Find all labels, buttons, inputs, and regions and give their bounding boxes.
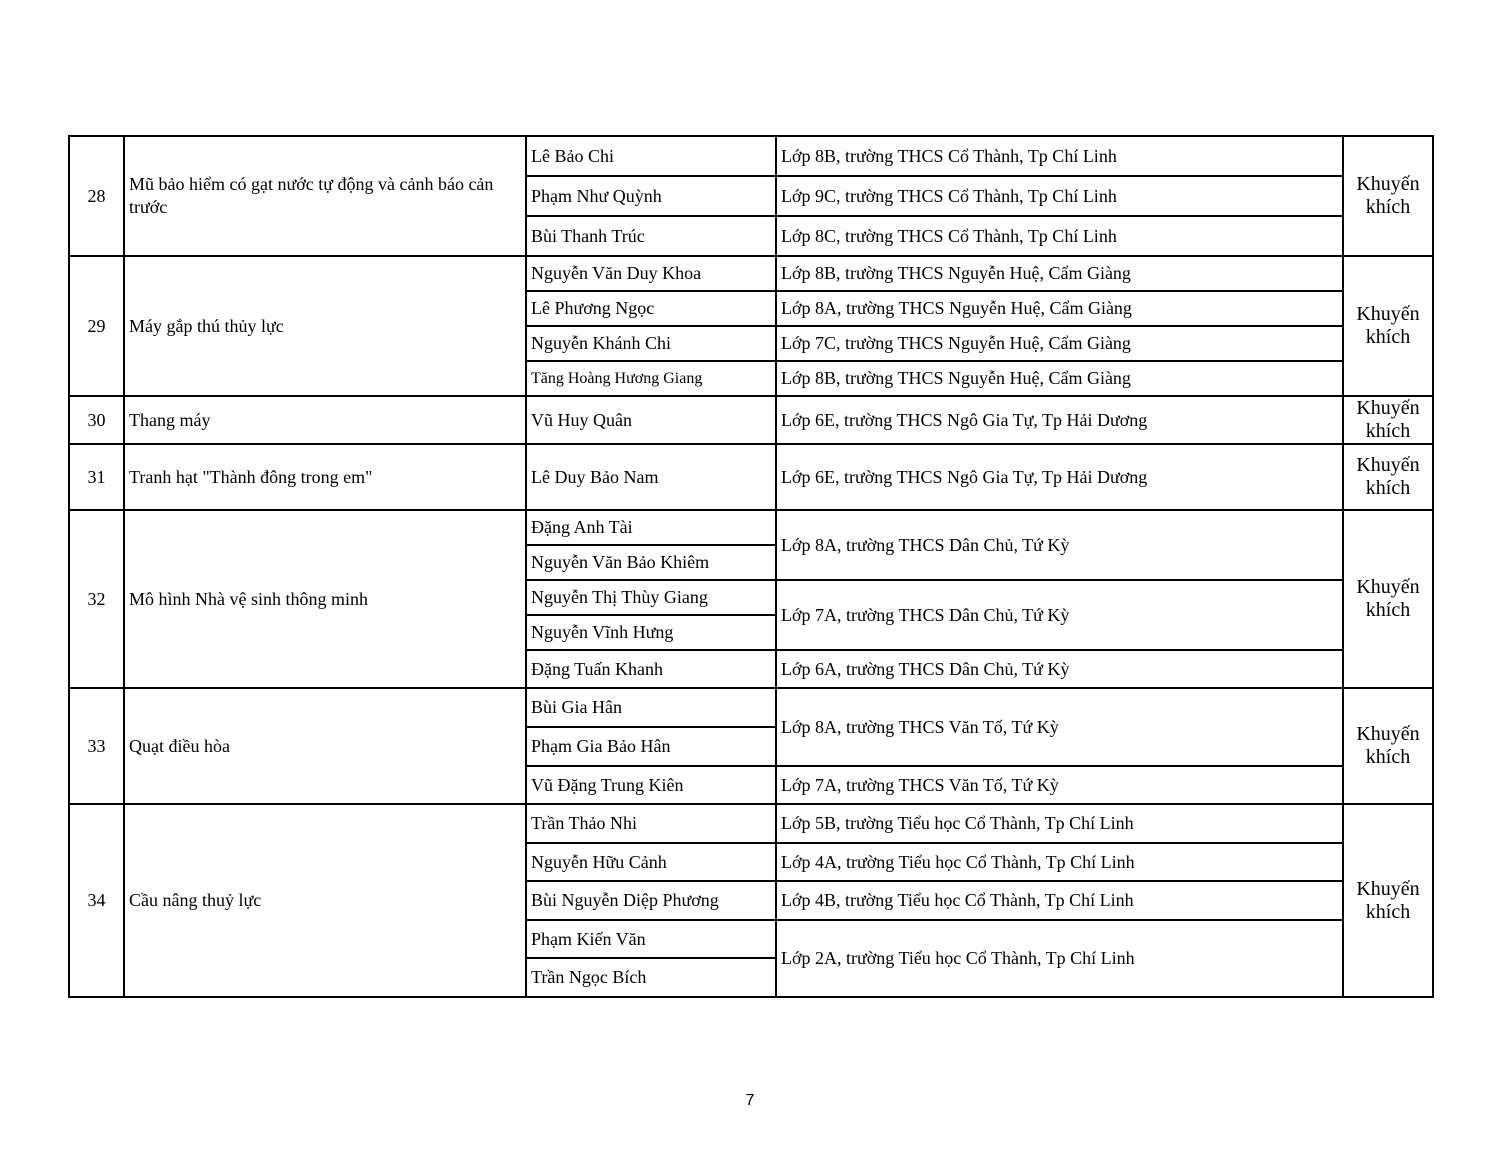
award-level: Khuyến khích xyxy=(1343,136,1433,256)
student-name: Phạm Gia Bảo Hân xyxy=(526,727,776,766)
student-name: Lê Duy Bảo Nam xyxy=(526,444,776,510)
student-name: Nguyễn Văn Bảo Khiêm xyxy=(526,545,776,580)
page-number: 7 xyxy=(745,1092,755,1109)
project-name: Thang máy xyxy=(124,396,526,444)
class-school: Lớp 7A, trường THCS Văn Tố, Tứ Kỳ xyxy=(776,766,1343,804)
table-row xyxy=(69,444,1433,510)
class-school: Lớp 2A, trường Tiểu học Cổ Thành, Tp Chí Linh xyxy=(776,920,1343,997)
awards-table xyxy=(68,135,1434,998)
table-row xyxy=(69,256,1433,291)
class-school: Lớp 9C, trường THCS Cổ Thành, Tp Chí Linh xyxy=(776,176,1343,216)
student-name: Trần Ngọc Bích xyxy=(526,958,776,997)
project-name: Cầu nâng thuỷ lực xyxy=(124,804,526,997)
row-number: 29 xyxy=(69,256,124,396)
class-school: Lớp 6A, trường THCS Dân Chủ, Tứ Kỳ xyxy=(776,650,1343,688)
student-name: Nguyễn Vĩnh Hưng xyxy=(526,615,776,650)
table-row xyxy=(69,688,1433,727)
row-number: 30 xyxy=(69,396,124,444)
project-name: Tranh hạt "Thành đông trong em" xyxy=(124,444,526,510)
class-school: Lớp 7C, trường THCS Nguyễn Huệ, Cẩm Giàng xyxy=(776,326,1343,361)
class-school: Lớp 7A, trường THCS Dân Chủ, Tứ Kỳ xyxy=(776,580,1343,650)
row-number: 28 xyxy=(69,136,124,256)
student-name: Nguyễn Văn Duy Khoa xyxy=(526,256,776,291)
class-school: Lớp 8A, trường THCS Nguyễn Huệ, Cẩm Giàng xyxy=(776,291,1343,326)
class-school: Lớp 8B, trường THCS Nguyễn Huệ, Cẩm Giàng xyxy=(776,361,1343,396)
row-number: 32 xyxy=(69,510,124,688)
class-school: Lớp 4B, trường Tiểu học Cổ Thành, Tp Chí Linh xyxy=(776,881,1343,920)
student-name: Bùi Thanh Trúc xyxy=(526,216,776,256)
class-school: Lớp 8B, trường THCS Nguyễn Huệ, Cẩm Giàng xyxy=(776,256,1343,291)
student-name: Vũ Huy Quân xyxy=(526,396,776,444)
student-name: Phạm Như Quỳnh xyxy=(526,176,776,216)
class-school: Lớp 4A, trường Tiểu học Cổ Thành, Tp Chí Linh xyxy=(776,843,1343,881)
class-school: Lớp 5B, trường Tiểu học Cổ Thành, Tp Chí Linh xyxy=(776,804,1343,843)
table-row xyxy=(69,396,1433,444)
table-row xyxy=(69,510,1433,545)
award-level: Khuyến khích xyxy=(1343,510,1433,688)
student-name: Đặng Tuấn Khanh xyxy=(526,650,776,688)
project-name: Quạt điều hòa xyxy=(124,688,526,804)
student-name: Lê Phương Ngọc xyxy=(526,291,776,326)
class-school: Lớp 8B, trường THCS Cổ Thành, Tp Chí Linh xyxy=(776,136,1343,176)
table-row xyxy=(69,136,1433,176)
student-name: Bùi Nguyễn Diệp Phương xyxy=(526,881,776,920)
award-level: Khuyến khích xyxy=(1343,444,1433,510)
award-level: Khuyến khích xyxy=(1343,688,1433,804)
project-name: Máy gắp thú thủy lực xyxy=(124,256,526,396)
table-row xyxy=(69,804,1433,843)
student-name: Bùi Gia Hân xyxy=(526,688,776,727)
student-name: Nguyễn Hữu Cảnh xyxy=(526,843,776,881)
project-name: Mũ bảo hiểm có gạt nước tự động và cảnh báo cản trước xyxy=(124,136,526,256)
row-number: 33 xyxy=(69,688,124,804)
student-name: Nguyễn Khánh Chi xyxy=(526,326,776,361)
student-name: Lê Bảo Chi xyxy=(526,136,776,176)
student-name: Trần Thảo Nhi xyxy=(526,804,776,843)
class-school: Lớp 8A, trường THCS Dân Chủ, Tứ Kỳ xyxy=(776,510,1343,580)
award-level: Khuyến khích xyxy=(1343,396,1433,444)
student-name: Tăng Hoàng Hương Giang xyxy=(526,361,776,396)
student-name: Vũ Đặng Trung Kiên xyxy=(526,766,776,804)
row-number: 31 xyxy=(69,444,124,510)
class-school: Lớp 8C, trường THCS Cổ Thành, Tp Chí Linh xyxy=(776,216,1343,256)
award-level: Khuyến khích xyxy=(1343,804,1433,997)
project-name: Mô hình Nhà vệ sinh thông minh xyxy=(124,510,526,688)
student-name: Đặng Anh Tài xyxy=(526,510,776,545)
student-name: Nguyễn Thị Thùy Giang xyxy=(526,580,776,615)
class-school: Lớp 8A, trường THCS Văn Tố, Tứ Kỳ xyxy=(776,688,1343,766)
class-school: Lớp 6E, trường THCS Ngô Gia Tự, Tp Hải Dương xyxy=(776,444,1343,510)
row-number: 34 xyxy=(69,804,124,997)
class-school: Lớp 6E, trường THCS Ngô Gia Tự, Tp Hải Dương xyxy=(776,396,1343,444)
award-level: Khuyến khích xyxy=(1343,256,1433,396)
student-name: Phạm Kiến Văn xyxy=(526,920,776,958)
